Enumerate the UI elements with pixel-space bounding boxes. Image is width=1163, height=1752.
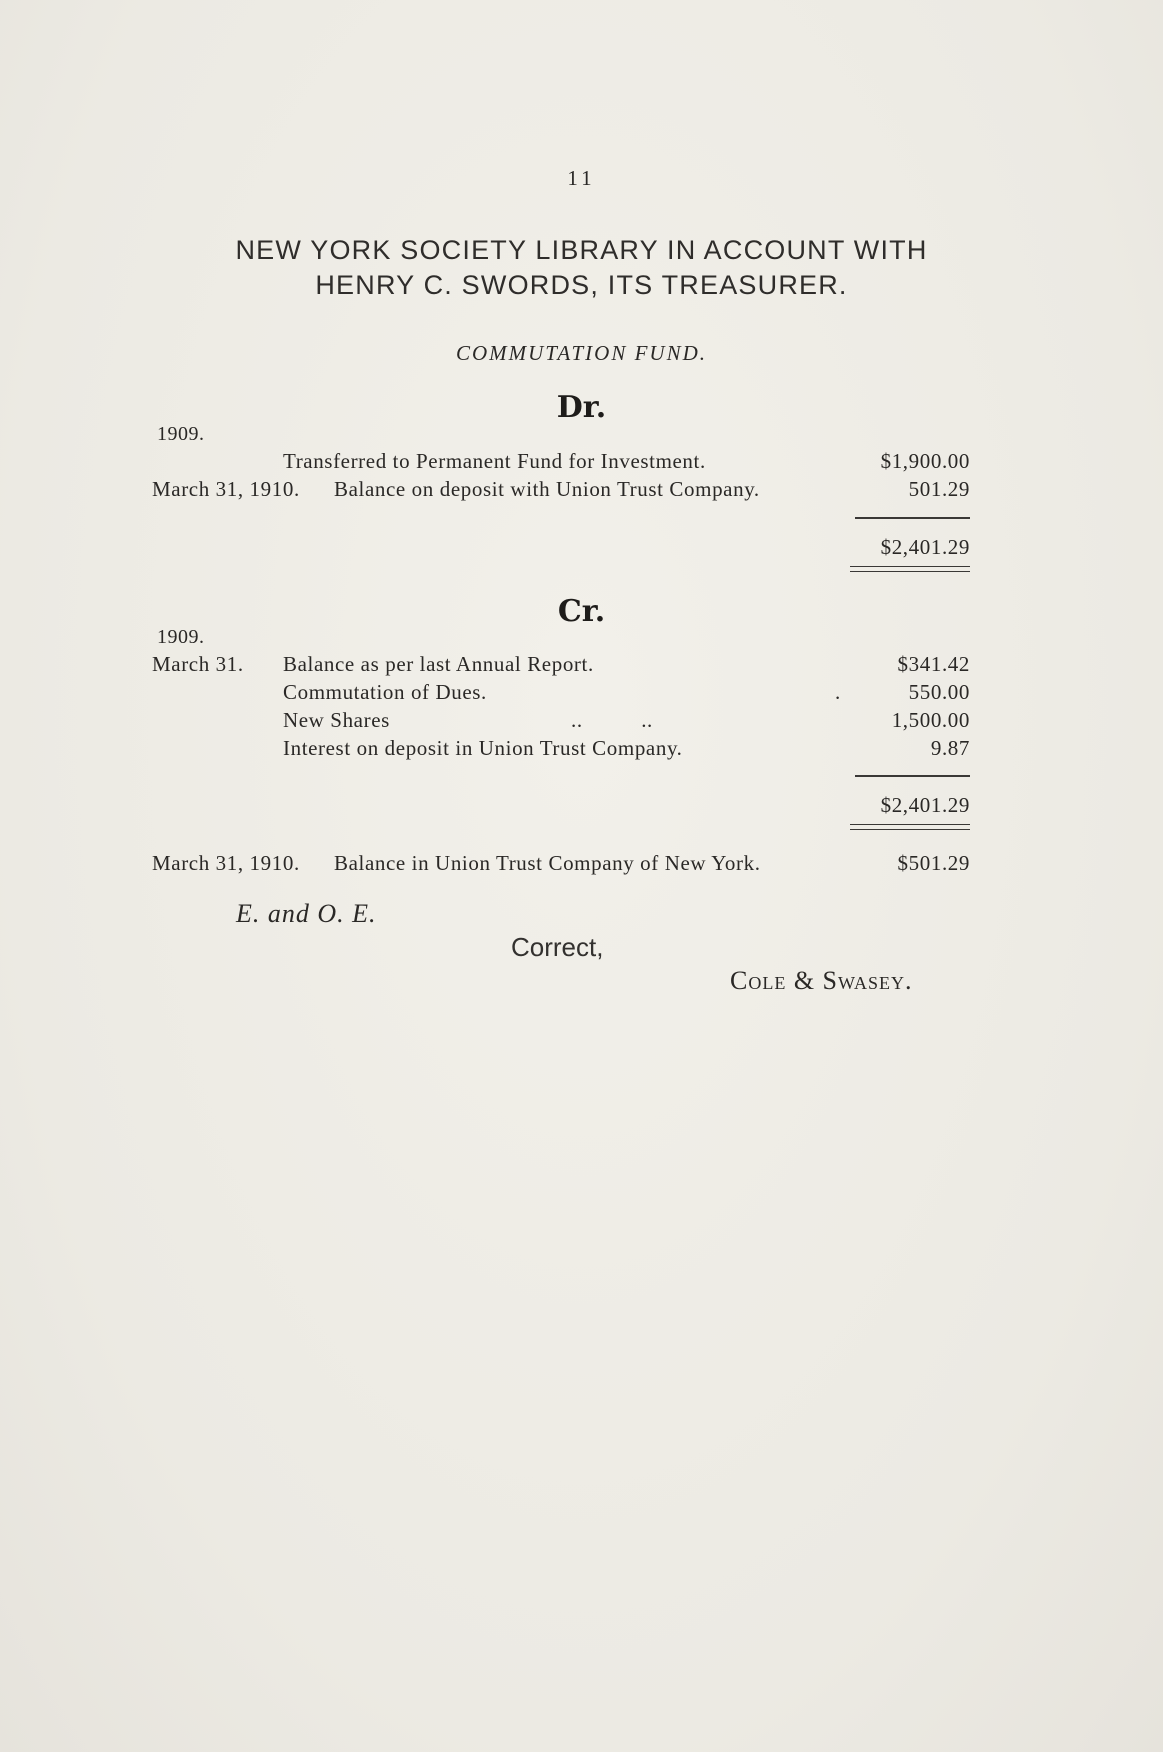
credit-title: Cr. (557, 594, 606, 629)
correct-label: Correct, (511, 932, 604, 962)
credit-entry-1-date: March 31. (152, 652, 244, 676)
heading-line-2: HENRY C. SWORDS, ITS TREASURER. (315, 270, 848, 300)
debit-total-double-rule (850, 566, 970, 572)
credit-entry-3-amount: 1,500.00 (891, 708, 970, 732)
credit-entry-3-leader: .. .. (571, 708, 653, 732)
credit-entry-1-amount: $341.42 (897, 652, 970, 676)
errors-excepted: E. and O. E. (236, 899, 377, 928)
debit-subtotal-rule (855, 517, 970, 519)
credit-total: $2,401.29 (880, 793, 970, 817)
credit-year: 1909. (157, 626, 205, 648)
closing-balance-date: March 31, 1910. (152, 851, 300, 875)
debit-entry-2-date: March 31, 1910. (152, 477, 300, 501)
heading-line-1: NEW YORK SOCIETY LIBRARY IN ACCOUNT WITH (235, 235, 928, 265)
debit-title: Dr. (556, 390, 607, 425)
credit-entry-1-description: Balance as per last Annual Report. (283, 652, 594, 676)
debit-entry-1-amount: $1,900.00 (880, 449, 970, 473)
fund-title: COMMUTATION FUND. (455, 341, 707, 365)
credit-entry-2-amount: 550.00 (908, 680, 970, 704)
credit-entry-4-amount: 9.87 (930, 736, 970, 760)
debit-entry-1-description: Transferred to Permanent Fund for Investment. (283, 449, 706, 473)
auditor-signature: Cole & Swasey. (730, 966, 913, 995)
debit-total: $2,401.29 (880, 535, 970, 559)
debit-entry-2-amount: 501.29 (908, 477, 970, 501)
credit-entry-4-description: Interest on deposit in Union Trust Company. (283, 736, 683, 760)
closing-balance-description: Balance in Union Trust Company of New York. (334, 851, 761, 875)
debit-year: 1909. (157, 423, 205, 445)
debit-entry-2-description: Balance on deposit with Union Trust Company. (334, 477, 760, 501)
credit-entry-2-leader: . (835, 680, 841, 704)
credit-total-double-rule (850, 824, 970, 830)
credit-entry-2-description: Commutation of Dues. (283, 680, 487, 704)
credit-subtotal-rule (855, 775, 970, 777)
closing-balance-amount: $501.29 (897, 851, 970, 875)
credit-entry-3-description: New Shares (283, 708, 390, 732)
page-number: 11 (567, 166, 596, 190)
